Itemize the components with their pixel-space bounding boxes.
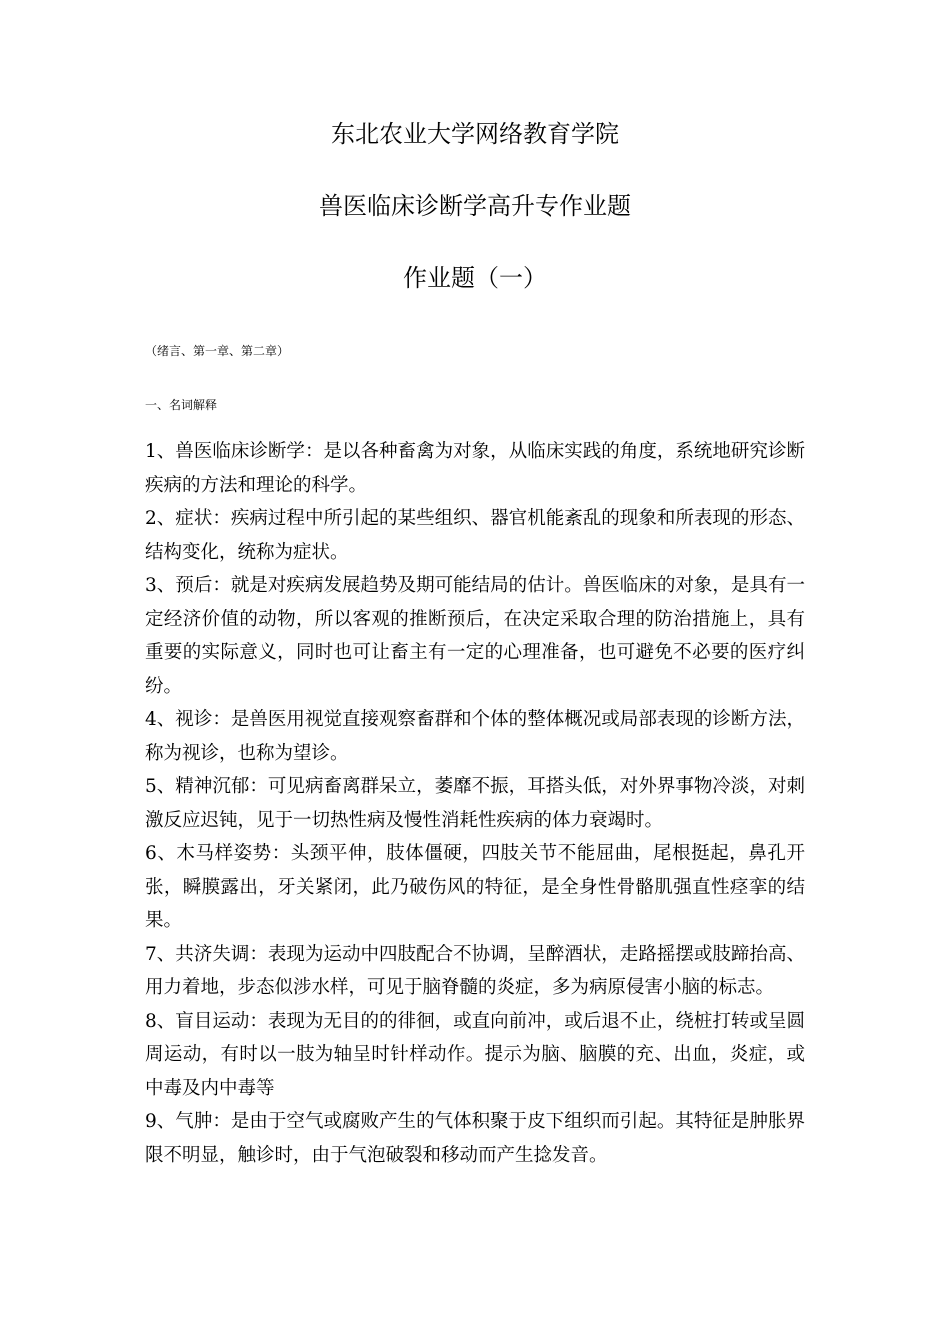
term-definition-1: 1、兽医临床诊断学：是以各种畜禽为对象，从临床实践的角度，系统地研究诊断疾病的方法和理论的科学。 — [145, 441, 805, 496]
term-definition-3: 3、预后：就是对疾病发展趋势及期可能结局的估计。兽医临床的对象，是具有一定经济价值的动物，所以客观的推断预后，在决定采取合理的防治措施上，具有重要的实际意义，同时也可让畜主有一定的心理准备，也可避免不必要的医疗纠纷。 — [145, 575, 805, 697]
assignment-title: 作业题（一） — [403, 264, 547, 292]
term-definition-7: 7、共济失调：表现为运动中四肢配合不协调，呈醉酒状，走路摇摆或肢蹄抬高、用力着地，步态似涉水样，可见于脑脊髓的炎症，多为病原侵害小脑的标志。 — [145, 943, 805, 998]
term-definition-5: 5、精神沉郁：可见病畜离群呆立，萎靡不振，耳搭头低，对外界事物冷淡，对刺激反应迟钝，见于一切热性病及慢性消耗性疾病的体力衰竭时。 — [145, 776, 805, 831]
term-definition-6: 6、木马样姿势：头颈平伸，肢体僵硬，四肢关节不能屈曲，尾根挺起，鼻孔开张，瞬膜露出，牙关紧闭，此乃破伤风的特征，是全身性骨骼肌强直性痉挛的结果。 — [145, 843, 805, 931]
term-definition-9: 9、气肿：是由于空气或腐败产生的气体积聚于皮下组织而引起。其特征是肿胀界限不明显，触诊时，由于气泡破裂和移动而产生捻发音。 — [145, 1111, 805, 1166]
chapter-scope: （绪言、第一章、第二章） — [145, 344, 290, 358]
course-title: 兽医临床诊断学高升专作业题 — [319, 192, 631, 220]
institution-title: 东北农业大学网络教育学院 — [331, 120, 619, 148]
term-definition-4: 4、视诊：是兽医用视觉直接观察畜群和个体的整体概况或局部表现的诊断方法，称为视诊，也称为望诊。 — [145, 709, 805, 764]
section-heading: 一、名词解释 — [145, 398, 218, 412]
term-definitions — [145, 435, 805, 1172]
term-definition-2: 2、症状：疾病过程中所引起的某些组织、器官机能紊乱的现象和所表现的形态、结构变化，统称为症状。 — [145, 508, 805, 563]
term-definition-8: 8、盲目运动：表现为无目的的徘徊，或直向前冲，或后退不止，绕桩打转或呈圆周运动，有时以一肢为轴呈时针样动作。提示为脑、脑膜的充、出血，炎症，或中毒及内中毒等 — [145, 1010, 805, 1099]
